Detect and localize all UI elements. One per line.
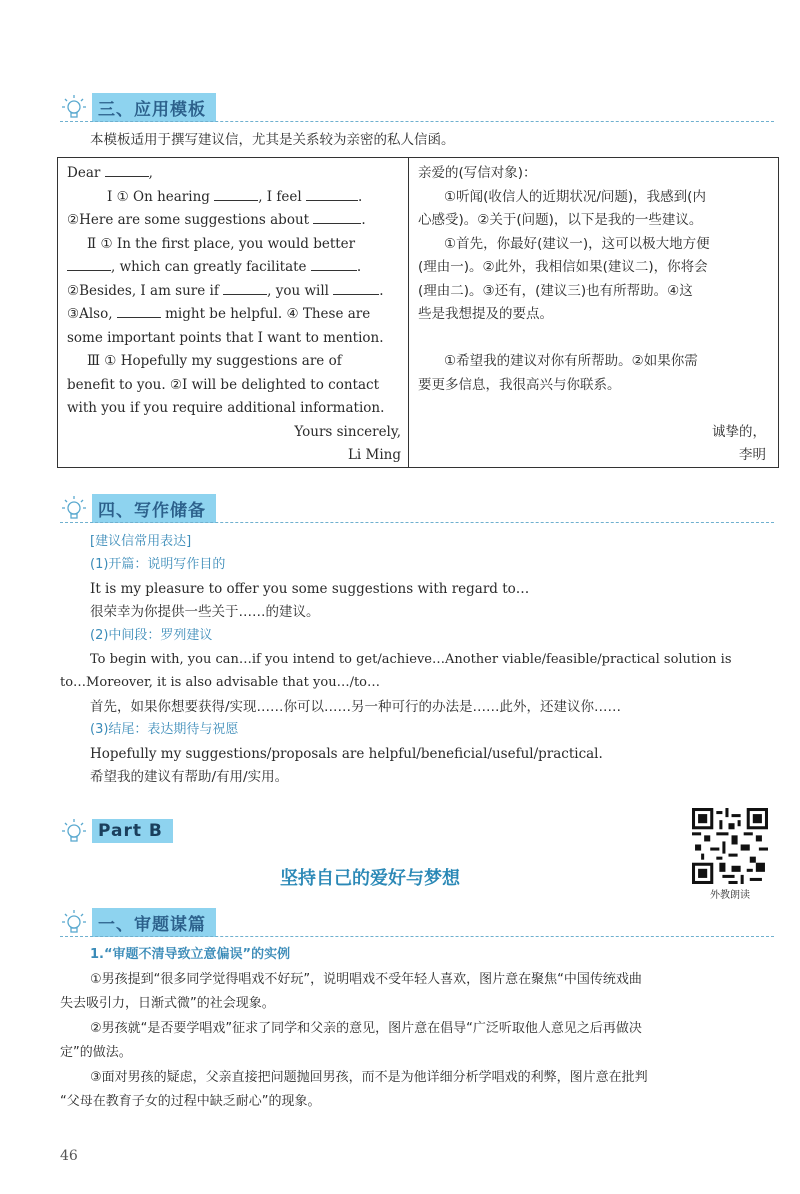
template-line: some important points that I want to mention. xyxy=(67,329,384,346)
analysis-text: ①男孩提到“很多同学觉得唱戏不好玩”，说明唱戏不受年轻人喜欢，图片意在聚焦“中国传统戏曲 xyxy=(90,972,642,987)
analysis-text: ③面对男孩的疑虑，父亲直接把问题抛回男孩，而不是为他详细分析学唱戏的利弊，图片意在批判 xyxy=(90,1070,648,1085)
analysis-heading: 1.“审题不清导致立意偏误”的实例 xyxy=(90,947,291,962)
expression-tag: [建议信常用表达] xyxy=(90,534,192,549)
template-line: , you will xyxy=(267,282,329,299)
divider xyxy=(60,522,774,523)
qr-caption: 外教朗读 xyxy=(710,890,750,901)
letter-template-box xyxy=(57,157,779,468)
template-line: 亲爱的(写信对象)： xyxy=(418,165,537,181)
expression-en: To begin with, you can…if you intend to get/achieve…Another viable/feasible/practical solution is xyxy=(90,652,732,667)
signature: 李明 xyxy=(739,447,766,463)
page-number: 46 xyxy=(60,1148,78,1164)
expression-en: It is my pleasure to offer you some suggestions with regard to… xyxy=(90,581,530,597)
lightbulb-icon xyxy=(60,494,88,522)
template-line: 些是我想提及的要点。 xyxy=(418,306,553,322)
closing: 诚挚的， xyxy=(712,423,766,440)
template-line: , I feel xyxy=(258,188,302,205)
expression-cn: 首先，如果你想要获得/实现……你可以……另一种可行的办法是……此外，还建议你…… xyxy=(90,699,622,715)
template-line: (理由一)。②此外，我相信如果(建议二)，你将会 xyxy=(418,259,708,275)
analysis-text: 失去吸引力，日渐式微”的社会现象。 xyxy=(60,996,275,1011)
template-line: benefit to you. ②I will be delighted to contact xyxy=(67,376,379,393)
template-line: ①首先，你最好(建议一)，这可以极大地方便 xyxy=(444,235,710,252)
template-line: 心感受)。②关于(问题)，以下是我的一些建议。 xyxy=(418,212,703,228)
lightbulb-icon xyxy=(60,817,88,845)
expression-cn: 很荣幸为你提供一些关于……的建议。 xyxy=(90,604,320,620)
intro-text: 本模板适用于撰写建议信，尤其是关系较为亲密的私人信函。 xyxy=(90,132,455,148)
analysis-text: ②男孩就“是否要学唱戏”征求了同学和父亲的意见，图片意在倡导“广泛听取他人意见之后再做决 xyxy=(90,1021,642,1036)
column-divider xyxy=(408,158,409,467)
signature: Li Ming xyxy=(347,447,401,463)
template-line: 要更多信息，我很高兴与你联系。 xyxy=(418,376,621,393)
template-line: might be helpful. ④ These are xyxy=(165,306,371,322)
template-english: Dear , Ⅰ ① On hearing , I feel . ②Here are some suggestions about . Ⅱ ① In the first place, you would better , which can greatly facilitate . ②Besides, I am sure if , you will . ③Also, might be helpful. ④ These are some important points that I want to mention. Ⅲ ① Hopefully my suggestions are of benefit to you. ②I will be delighted to contact with you if you require additional information. Yours sincerely, Li Ming xyxy=(67,162,401,468)
analysis-text: “父母在教育子女的过程中缺乏耐心”的现象。 xyxy=(60,1094,321,1109)
subheading: (1)开篇：说明写作目的 xyxy=(90,557,226,572)
section-title: 一、审题谋篇 xyxy=(92,908,216,937)
dear-line: Dear xyxy=(67,165,101,181)
template-line: with you if you require additional information. xyxy=(67,400,385,416)
template-line: (理由二)。③还有，(建议三)也有所帮助。④这 xyxy=(418,282,693,299)
template-line: Ⅰ ① On hearing xyxy=(107,188,210,205)
lightbulb-icon xyxy=(60,908,88,936)
part-b-title: 坚持自己的爱好与梦想 xyxy=(280,868,460,889)
template-line: Ⅱ ① In the first place, you would better xyxy=(87,235,356,252)
closing: Yours sincerely, xyxy=(294,423,401,440)
section-header-preparation xyxy=(60,494,216,522)
divider xyxy=(60,121,774,122)
section-header-template xyxy=(60,93,216,121)
template-line: ②Here are some suggestions about xyxy=(67,212,310,228)
qr-code[interactable] xyxy=(692,808,768,884)
subheading: (3)结尾：表达期待与祝愿 xyxy=(90,722,239,737)
part-label: Part B xyxy=(92,819,173,843)
template-line: Ⅲ ① Hopefully my suggestions are of xyxy=(87,353,342,369)
part-b-header xyxy=(60,817,173,845)
section-title: 四、写作储备 xyxy=(92,494,216,523)
lightbulb-icon xyxy=(60,93,88,121)
template-chinese xyxy=(418,162,766,468)
template-line: , which can greatly facilitate xyxy=(111,259,307,275)
section-title: 三、应用模板 xyxy=(92,93,216,122)
expression-en: Hopefully my suggestions/proposals are helpful/beneficial/useful/practical. xyxy=(90,746,603,762)
section-header-analysis xyxy=(60,908,216,936)
template-line: ①希望我的建议对你有所帮助。②如果你需 xyxy=(444,353,698,369)
expression-en: to…Moreover, it is also advisable that you…/to… xyxy=(60,675,381,690)
subheading: (2)中间段：罗列建议 xyxy=(90,628,213,643)
divider xyxy=(60,936,774,937)
template-line: ②Besides, I am sure if xyxy=(67,282,219,299)
analysis-text: 定”的做法。 xyxy=(60,1045,132,1060)
template-line: ③Also, xyxy=(67,306,113,322)
expression-cn: 希望我的建议有帮助/有用/实用。 xyxy=(90,769,289,785)
template-line: ①听闻(收信人的近期状况/问题)，我感到(内 xyxy=(444,188,706,205)
